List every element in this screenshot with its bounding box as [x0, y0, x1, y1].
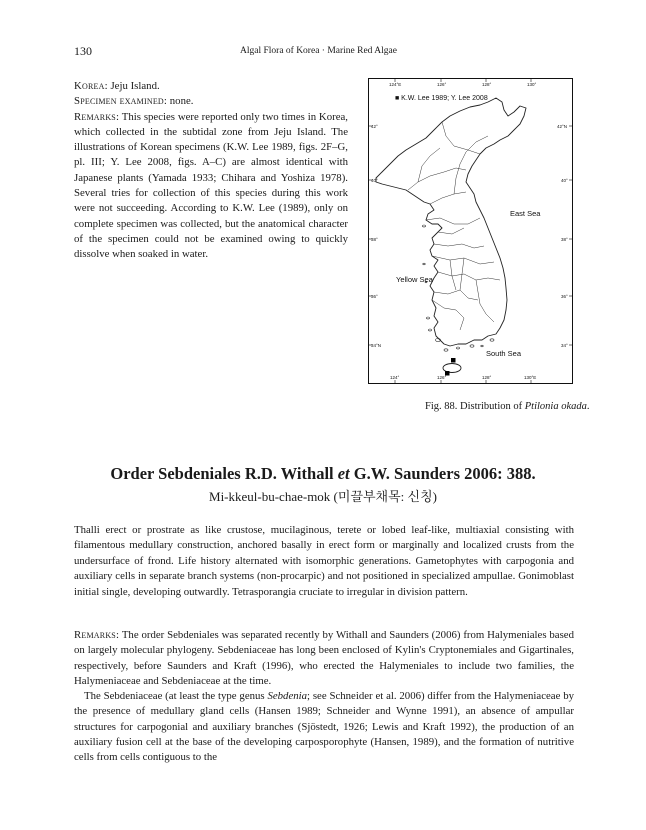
top-tick-label: 130°	[527, 82, 537, 87]
right-tick-label: 38°	[561, 237, 568, 242]
map-frame	[369, 79, 573, 384]
map-legend: ■ K.W. Lee 1989; Y. Lee 2008	[395, 95, 488, 102]
right-tick-label: 42°N	[557, 124, 568, 129]
bottom-tick-label: 130°E	[524, 375, 537, 380]
order-remarks-label: Remarks:	[74, 629, 120, 641]
left-tick-label: 42°	[371, 124, 378, 129]
species-block	[74, 79, 348, 263]
top-tick-label: 124°E	[389, 82, 402, 87]
top-tick-label: 128°	[482, 82, 492, 87]
order-korean-name: Mi-kkeul-bu-chae-mok (미끌부채목: 신칭)	[209, 489, 437, 504]
distribution-map	[368, 78, 573, 384]
order-title-part2: G.W. Saunders 2006: 388.	[353, 464, 536, 483]
right-tick-label: 40°	[561, 178, 568, 183]
bottom-tick-label: 128°	[482, 375, 492, 380]
left-tick-label: 34°N	[371, 343, 382, 348]
running-title: Algal Flora of Korea · Marine Red Algae	[240, 46, 397, 56]
right-tick-label: 34°	[561, 343, 568, 348]
left-tick-label: 40°	[371, 178, 378, 183]
bottom-tick-label: 124°	[390, 375, 400, 380]
order-remarks-text1: The order Sebdeniales was separated recently by Withall and Saunders (2006) from Halymeniales based on largely molecular phylogeny. Sebdeniaceae has long been enclosed of Kylin's Cryptonemiales and Gigartinales, respectively, before Saunders and Kraft (1996), who erected the Halymeniales to include two families, the Halymeniaceae and Sebdeniaceae at the time.	[74, 629, 574, 687]
bottom-tick-label: 126°	[437, 375, 447, 380]
species-remarks	[74, 110, 348, 263]
korea-text: Jeju Island.	[110, 80, 160, 92]
order-title-part1: Order Sebdeniales R.D. Withall	[110, 464, 334, 483]
order-title-et: et	[337, 464, 350, 483]
page-number: 130	[74, 44, 92, 58]
order-description: Thalli erect or prostrate as like crustose, mucilaginous, terete or lobed leaf-like, multiaxial consisting with filamentous medullary construction, anchored basally in erect form or marginally and localized crusts from the undersurface of frond. Life history alternated with isomorphic generations. Gametophytes with carpogonia and auxiliary cells in separate branch systems (non-procarpic) and not positioned in specialized ampullae. Gonimoblast initial single, developing outwardly. Tetrasporangia cruciate to irregular in division pattern.	[74, 524, 574, 598]
right-tick-label: 36°	[561, 294, 568, 299]
yellow-sea-label: Yellow Sea	[396, 275, 433, 284]
specimen-label: Specimen examined:	[74, 95, 168, 108]
korea-line	[74, 79, 348, 94]
caption-prefix: Fig. 88. Distribution of	[425, 401, 523, 412]
order-remarks-para2	[74, 689, 574, 765]
order-remarks-text2b: ; see Schneider et al. 2006) differ from the Halymeniaceae by the presence of medullary gland cells (Hansen 1989; Schneider and Wynne 1991), an absence of ampullar structures for carpogonial and auxiliary branches (Sjöstedt, 1926; Lewis and Kraft 1992), the production of an auxiliary fusion cell at the base of the developing carposporophyte (Hansen, 1989), and the formation of nutritive cells from cells contiguous to the	[74, 690, 574, 764]
order-remarks-text2a: The Sebdeniaceae (at least the type genus	[84, 690, 265, 702]
specimen-text: none.	[169, 95, 194, 108]
remarks-text: This species were reported only two times in Korea, which collected in the subtidal zone from Jeju Island. The illustrations of Korean specimens (K.W. Lee 1989, figs. 2F–G, pl. III; Y. Lee 2008, figs. A–C) are almost identical with Japanese plants (Yamada 1933; Chihara and Yoshiza 1978). Several tries for collection of this species during this work were not succeeding. According to K.W. Lee (1989), only on complete specimen was collected, but the anatomical character of the specimen could not be examined owing to quickly dissolve when soaked in water.	[74, 110, 348, 261]
left-tick-label: 36°	[371, 294, 378, 299]
order-remarks-para1	[74, 628, 574, 689]
record-marker	[445, 371, 450, 376]
top-tick-label: 126°	[437, 82, 447, 87]
caption-suffix: .	[586, 401, 590, 412]
south-sea-label: South Sea	[486, 349, 522, 358]
order-title	[0, 464, 646, 484]
caption-taxon: Ptilonia okada	[524, 401, 587, 412]
specimen-line	[74, 94, 348, 109]
remarks-label: Remarks:	[74, 110, 120, 123]
figure-caption	[425, 401, 590, 412]
left-tick-label: 38°	[371, 237, 378, 242]
east-sea-label: East Sea	[510, 209, 541, 218]
record-marker	[451, 358, 456, 363]
korea-label: Korea:	[74, 80, 108, 92]
order-remarks-genus: Sebdenia	[267, 690, 308, 702]
